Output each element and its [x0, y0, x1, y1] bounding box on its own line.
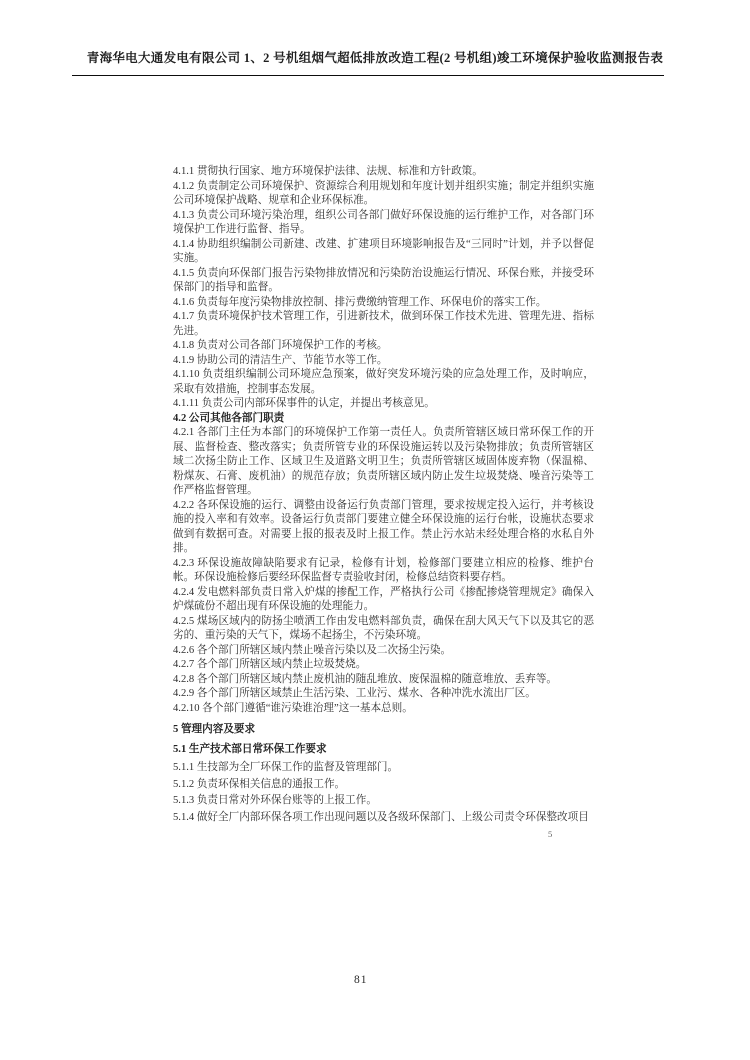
document-body — [173, 165, 594, 826]
paragraph: 5.1.3 负责日常对外环保台账等的上报工作。 — [173, 795, 377, 806]
paragraph: 5.1.2 负责环保相关信息的通报工作。 — [173, 778, 346, 790]
section-page-number: 5 — [548, 829, 553, 839]
paragraph: 4.2.1 各部门主任为本部门的环境保护工作第一责任人。负责所管辖区域日常环保工作的开展、监督检查、整改落实；负责所管专业的环保设施运转以及污染物排放；负责所管辖区域二次扬尘防止工作、区域卫生及道路文明卫生；负责所管辖区域固体废弃物（保温棉、粉煤灰、石膏、废机油）的规范存放；负责所辖区域内防止发生垃圾焚烧、噪音污染等工作严格监督管理。 — [173, 427, 594, 496]
paragraph: 4.2.5 煤场区域内的防扬尘喷洒工作由发电燃料部负责，确保在刮大风天气下以及其它的恶劣的、重污染的天气下，煤场不起扬尘，不污染环境。 — [173, 615, 594, 641]
paragraph: 4.1.9 协助公司的清洁生产、节能节水等工作。 — [173, 354, 388, 366]
paragraph: 4.2.3 环保设施故障缺陷要求有记录，检修有计划，检修部门要建立相应的检修、维护台帐。环保设施检修后要经环保监督专责验收封闭，检修总结资料要存档。 — [173, 557, 594, 583]
paragraph: 4.1.6 负责每年度污染物排放控制、排污费缴纳管理工作、环保电价的落实工作。 — [173, 296, 547, 308]
page-number: 81 — [354, 974, 368, 986]
paragraph: 4.1.1 贯彻执行国家、地方环境保护法律、法规、标准和方针政策。 — [173, 166, 483, 177]
paragraph: 4.1.7 负责环境保护技术管理工作，引进新技术，做到环保工作技术先进、管理先进、指标先进。 — [173, 311, 594, 337]
document-header-title: 青海华电大通发电有限公司 1、2 号机组烟气超低排放改造工程(2 号机组)竣工环境保护验收监测报告表 — [86, 51, 664, 65]
paragraph: 4.1.8 负责对公司各部门环境保护工作的考核。 — [173, 340, 388, 351]
paragraph: 4.2.10 各个部门遵循“谁污染谁治理”这一基本总则。 — [173, 702, 413, 714]
paragraph: 5.1.4 做好全厂内部环保各项工作出现问题以及各级环保部门、上级公司责令环保整改项目 — [173, 811, 589, 823]
header-rule — [72, 75, 664, 76]
paragraph: 4.1.11 负责公司内部环保事件的认定，并提出考核意见。 — [173, 398, 435, 409]
section-heading: 5 管理内容及要求 — [173, 724, 256, 735]
paragraph: 4.1.3 负责公司环境污染治理，组织公司各部门做好环保设施的运行维护工作，对各部门环境保护工作进行监督、指导。 — [173, 209, 594, 235]
paragraph: 4.1.4 协助组织编制公司新建、改建、扩建项目环境影响报告及“三同时”计划，并予以督促实施。 — [173, 238, 594, 264]
paragraph: 5.1.1 生技部为全厂环保工作的监督及管理部门。 — [173, 762, 399, 773]
paragraph: 4.2.6 各个部门所辖区域内禁止噪音污染以及二次扬尘污染。 — [173, 644, 452, 656]
paragraph: 4.2.2 各环保设施的运行、调整由设备运行负责部门管理，要求按规定投入运行，并考核设施的投入率和有效率。设备运行负责部门要建立健全环保设施的运行台帐，设施状态要求做到有数据可查。对需要上报的报表及时上报工作。禁止污水站未经处理合格的水私自外排。 — [173, 499, 594, 554]
paragraph: 4.2.7 各个部门所辖区域内禁止垃圾焚烧。 — [173, 659, 367, 670]
paragraph: 4.1.2 负责制定公司环境保护、资源综合利用规划和年度计划并组织实施；制定并组织实施公司环境保护战略、规章和企业环保标准。 — [173, 180, 594, 206]
paragraph: 4.2.4 发电燃料部负责日常入炉煤的掺配工作，严格执行公司《掺配掺烧管理规定》确保入炉煤硫份不超出现有环保设施的处理能力。 — [173, 586, 594, 612]
paragraph: 4.1.5 负责向环保部门报告污染物排放情况和污染防治设施运行情况、环保台账，并接受环保部门的指导和监督。 — [173, 267, 594, 293]
section-heading: 5.1 生产技术部日常环保工作要求 — [173, 744, 327, 755]
paragraph: 4.1.10 负责组织编制公司环境应急预案，做好突发环境污染的应急处理工作，及时响应，采取有效措施，控制事态发展。 — [173, 369, 594, 395]
paragraph: 4.2.9 各个部门所辖区域禁止生活污染、工业污、煤水、各种冲洗水流出厂区。 — [173, 688, 536, 699]
section-heading: 4.2 公司其他各部门职责 — [173, 412, 285, 424]
paragraph: 4.2.8 各个部门所辖区域内禁止废机油的随乱堆放、废保温棉的随意堆放、丢弃等。 — [173, 673, 558, 685]
